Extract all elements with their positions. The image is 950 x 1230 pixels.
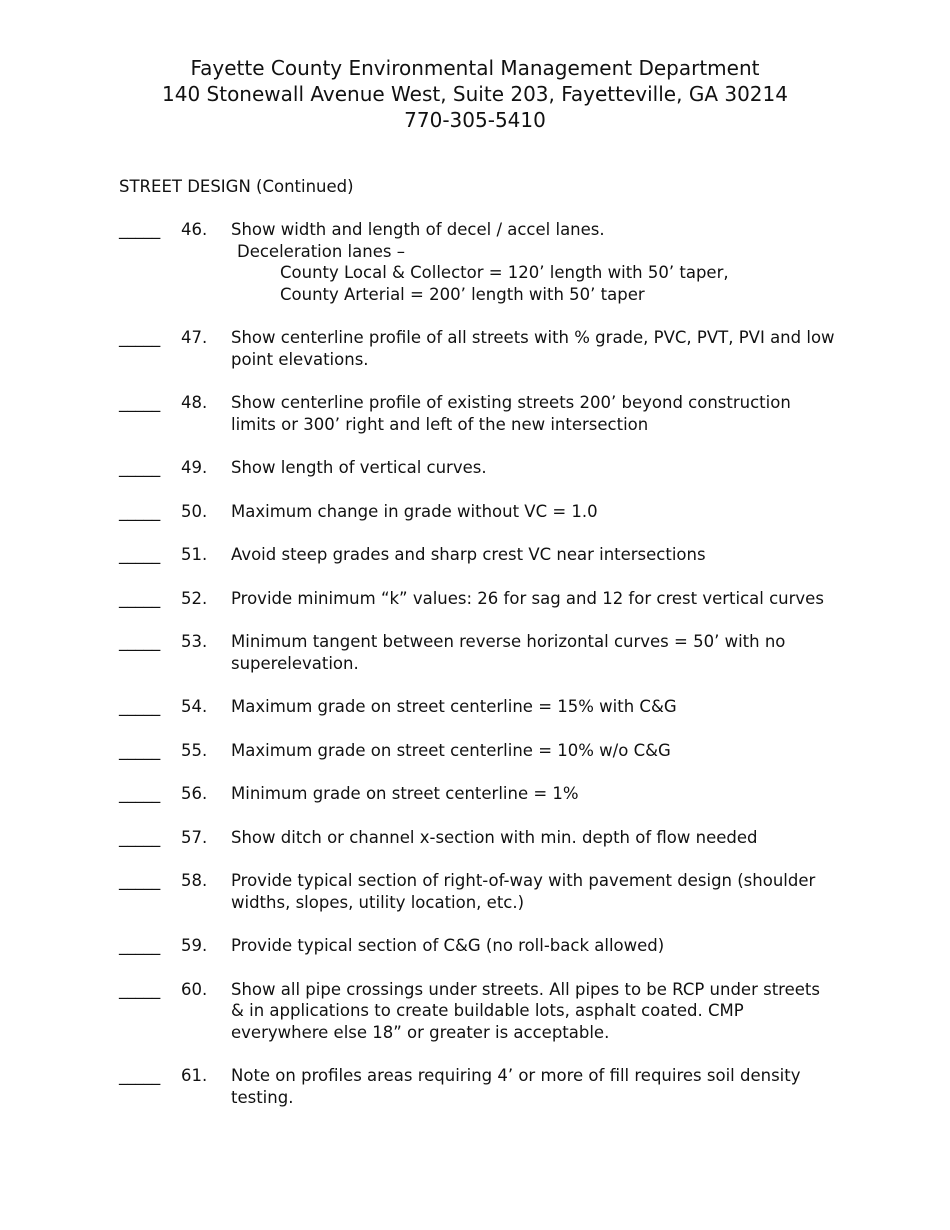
item-number: 58.: [181, 871, 208, 890]
check-blank: _____: [119, 545, 161, 564]
checklist-item: [0, 457, 950, 479]
checklist-item: [0, 935, 950, 957]
org-phone: 770-305-5410: [404, 108, 546, 132]
checklist: [0, 219, 950, 1130]
org-address: 140 Stonewall Avenue West, Suite 203, Fayetteville, GA 30214: [162, 82, 788, 106]
check-blank: _____: [119, 784, 161, 803]
checklist-item: [0, 696, 950, 718]
checklist-item: [0, 588, 950, 610]
check-blank: _____: [119, 220, 161, 239]
item-number: 59.: [181, 936, 208, 955]
item-text: Show centerline profile of all streets with % grade, PVC, PVT, PVI and low point elevations.: [231, 328, 835, 369]
item-number: 52.: [181, 588, 208, 608]
check-blank: _____: [119, 501, 161, 521]
item-number: 51.: [181, 545, 208, 564]
letterhead: [0, 55, 950, 133]
item-text: Maximum grade on street centerline = 15% with C&G: [231, 697, 677, 716]
checklist-item: [0, 631, 950, 674]
item-number: 48.: [181, 393, 208, 412]
item-number: 60.: [181, 979, 208, 999]
check-blank: _____: [119, 740, 161, 760]
item-subheading: Deceleration lanes –: [237, 241, 405, 261]
section-title: STREET DESIGN (Continued): [119, 177, 354, 196]
item-text: Show length of vertical curves.: [231, 458, 487, 477]
checklist-item: [0, 327, 950, 370]
item-text: Minimum tangent between reverse horizontal curves = 50’ with no superelevation.: [231, 632, 786, 673]
checklist-item: [0, 1065, 950, 1108]
item-number: 53.: [181, 632, 208, 651]
checklist-item: [0, 979, 950, 1044]
checklist-item: [0, 544, 950, 566]
checklist-item: [0, 783, 950, 805]
check-blank: _____: [119, 1066, 161, 1085]
item-number: 54.: [181, 697, 208, 716]
checklist-item: [0, 827, 950, 849]
item-text: Provide typical section of right-of-way with pavement design (shoulder widths, slopes, utility location, etc.): [231, 871, 816, 912]
item-text: Show ditch or channel x-section with min. depth of flow needed: [231, 827, 758, 847]
item-text: Provide minimum “k” values: 26 for sag and 12 for crest vertical curves: [231, 588, 824, 608]
item-text: Show centerline profile of existing streets 200’ beyond construction limits or 300’ right and left of the new intersection: [231, 393, 791, 434]
check-blank: _____: [119, 697, 161, 716]
item-text: Note on profiles areas requiring 4’ or more of fill requires soil density testing.: [231, 1066, 801, 1107]
check-blank: _____: [119, 588, 161, 608]
item-number: 47.: [181, 328, 208, 347]
check-blank: _____: [119, 871, 161, 890]
check-blank: _____: [119, 979, 161, 999]
item-text: Minimum grade on street centerline = 1%: [231, 784, 579, 803]
checklist-item: [0, 740, 950, 762]
check-blank: _____: [119, 632, 161, 651]
check-blank: _____: [119, 458, 161, 477]
org-name: Fayette County Environmental Management Department: [190, 56, 760, 80]
item-number: 61.: [181, 1066, 208, 1085]
item-number: 57.: [181, 827, 208, 847]
item-text: Show width and length of decel / accel lanes.: [231, 220, 605, 239]
item-text: Provide typical section of C&G (no roll-back allowed): [231, 936, 665, 955]
item-number: 55.: [181, 740, 208, 760]
item-number: 50.: [181, 501, 208, 521]
checklist-item: [0, 501, 950, 523]
item-number: 49.: [181, 458, 208, 477]
check-blank: _____: [119, 936, 161, 955]
item-text: Avoid steep grades and sharp crest VC near intersections: [231, 545, 706, 564]
item-text: Show all pipe crossings under streets. All pipes to be RCP under streets & in applications to create buildable lots, asphalt coated. CMP everywhere else 18” or greater is acceptable.: [231, 979, 820, 1042]
item-subline: County Local & Collector = 120’ length with 50’ taper,: [280, 263, 729, 282]
item-text: Maximum grade on street centerline = 10% w/o C&G: [231, 740, 671, 760]
item-number: 56.: [181, 784, 208, 803]
checklist-item: [0, 870, 950, 913]
item-text: Maximum change in grade without VC = 1.0: [231, 501, 598, 521]
checklist-item: [0, 392, 950, 435]
check-blank: _____: [119, 827, 161, 847]
checklist-item: [0, 219, 950, 305]
item-number: 46.: [181, 220, 208, 239]
item-subline: County Arterial = 200’ length with 50’ taper: [280, 284, 645, 304]
check-blank: _____: [119, 393, 161, 412]
check-blank: _____: [119, 328, 161, 347]
